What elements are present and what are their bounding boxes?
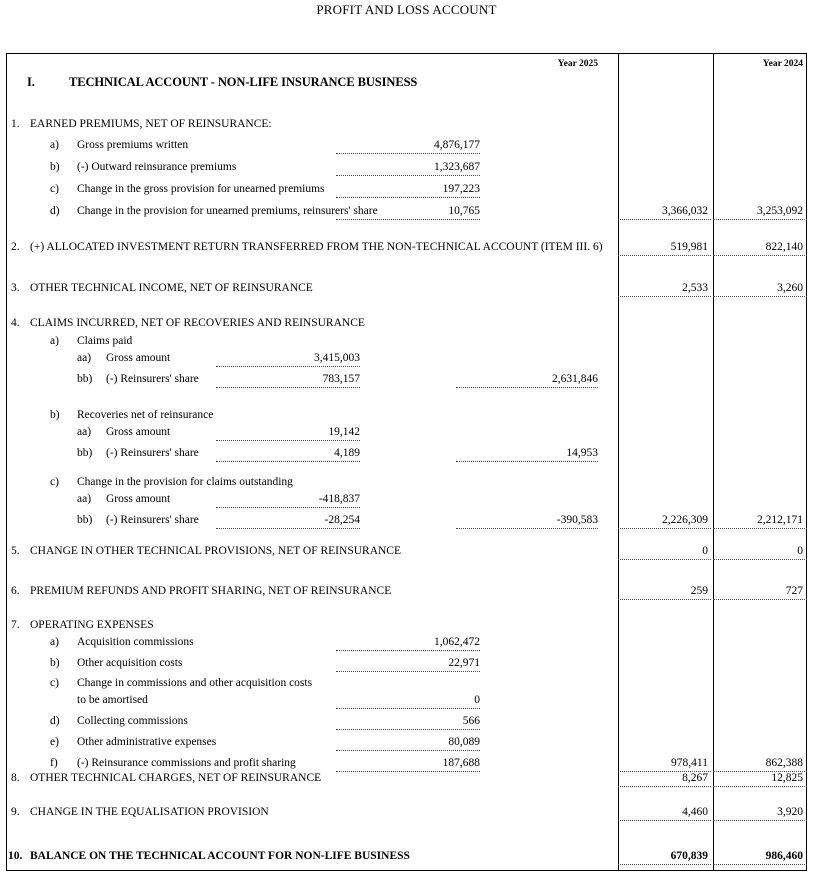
value-underline bbox=[336, 175, 480, 176]
detail-value: -28,254 bbox=[324, 514, 360, 526]
table-row bbox=[6, 115, 807, 133]
total-prior-year: 986,460 bbox=[765, 850, 803, 862]
item-label: BALANCE ON THE TECHNICAL ACCOUNT FOR NON-LIFE BUSINESS bbox=[30, 850, 410, 862]
table-row bbox=[6, 542, 807, 560]
total-underline bbox=[618, 528, 711, 529]
sub-item-marker: c) bbox=[50, 677, 59, 689]
total-current-year: 2,226,309 bbox=[662, 514, 708, 526]
total-prior-year: 12,825 bbox=[771, 772, 803, 784]
sub-item-label-continued: to be amortised bbox=[77, 694, 148, 706]
total-current-year: 259 bbox=[690, 585, 708, 597]
item-label: CLAIMS INCURRED, NET OF RECOVERIES AND REINSURANCE bbox=[30, 317, 365, 329]
total-underline bbox=[713, 255, 807, 256]
statement-body bbox=[6, 53, 807, 871]
item-number: 8. bbox=[11, 772, 20, 784]
sub-item-marker: e) bbox=[50, 736, 59, 748]
sub-sub-item-label: (-) Reinsurers' share bbox=[106, 514, 199, 526]
table-row bbox=[6, 803, 807, 821]
sub-sub-item-label: (-) Reinsurers' share bbox=[106, 447, 199, 459]
detail-value: 80,089 bbox=[448, 736, 480, 748]
total-prior-year: 862,388 bbox=[765, 757, 803, 769]
total-underline bbox=[618, 786, 711, 787]
table-row bbox=[6, 238, 807, 256]
item-label: OTHER TECHNICAL INCOME, NET OF REINSURANCE bbox=[30, 282, 313, 294]
value-underline bbox=[216, 528, 360, 529]
table-row bbox=[6, 490, 807, 508]
table-row bbox=[6, 349, 807, 367]
value-underline bbox=[216, 440, 360, 441]
sub-sub-item-marker: bb) bbox=[77, 447, 93, 459]
value-underline bbox=[336, 729, 480, 730]
total-underline bbox=[713, 786, 807, 787]
total-current-year: 978,411 bbox=[671, 757, 708, 769]
sub-sub-item-label: Gross amount bbox=[106, 426, 171, 438]
total-underline bbox=[618, 559, 711, 560]
detail-value: 22,971 bbox=[448, 657, 480, 669]
sub-item-label: Claims paid bbox=[77, 335, 133, 347]
table-row bbox=[6, 582, 807, 600]
subtotal-underline bbox=[456, 387, 598, 388]
header-year-prior: Year 2024 bbox=[762, 59, 803, 69]
table-row bbox=[6, 654, 807, 672]
value-underline bbox=[336, 671, 480, 672]
table-row bbox=[6, 511, 807, 529]
item-label: (+) ALLOCATED INVESTMENT RETURN TRANSFERRED FROM THE NON-TECHNICAL ACCOUNT (ITEM III. 6) bbox=[30, 241, 603, 253]
detail-value: 4,189 bbox=[334, 447, 360, 459]
table-row bbox=[6, 712, 807, 730]
value-underline bbox=[336, 650, 480, 651]
item-number: 5. bbox=[11, 545, 20, 557]
sub-item-label: Change in commissions and other acquisition costs bbox=[77, 677, 313, 689]
item-number: 1. bbox=[11, 118, 20, 130]
value-underline bbox=[336, 219, 480, 220]
sub-item-marker: b) bbox=[50, 657, 60, 669]
table-row bbox=[6, 674, 807, 692]
table-row bbox=[6, 279, 807, 297]
table-row bbox=[6, 158, 807, 176]
value-underline bbox=[336, 750, 480, 751]
detail-value: 1,062,472 bbox=[434, 636, 480, 648]
total-current-year: 670,839 bbox=[670, 850, 708, 862]
section-heading: TECHNICAL ACCOUNT - NON-LIFE INSURANCE BUSINESS bbox=[69, 75, 418, 89]
detail-value: 0 bbox=[474, 694, 480, 706]
detail-value: 187,688 bbox=[442, 757, 480, 769]
detail-value: 783,157 bbox=[322, 373, 360, 385]
sub-sub-item-label: Gross amount bbox=[106, 352, 171, 364]
sub-item-label: Change in the gross provision for unearned premiums bbox=[77, 183, 325, 195]
total-current-year: 2,533 bbox=[682, 282, 708, 294]
sub-item-marker: c) bbox=[50, 476, 59, 488]
total-current-year: 8,267 bbox=[682, 772, 708, 784]
sub-item-label: Gross premiums written bbox=[77, 139, 189, 151]
detail-value: 566 bbox=[462, 715, 480, 727]
value-underline bbox=[336, 197, 480, 198]
table-row bbox=[6, 406, 807, 424]
detail-value: 197,223 bbox=[442, 183, 480, 195]
item-number: 4. bbox=[11, 317, 20, 329]
detail-value: 1,323,687 bbox=[434, 161, 480, 173]
table-row bbox=[6, 616, 807, 634]
sub-item-marker: a) bbox=[50, 636, 59, 648]
sub-item-marker: d) bbox=[50, 715, 60, 727]
table-row bbox=[6, 633, 807, 651]
block-subtotal: 14,953 bbox=[566, 447, 598, 459]
value-underline bbox=[216, 461, 360, 462]
total-current-year: 4,460 bbox=[682, 806, 708, 818]
sub-item-marker: a) bbox=[50, 335, 59, 347]
item-label: OTHER TECHNICAL CHARGES, NET OF REINSURANCE bbox=[30, 772, 322, 784]
value-underline bbox=[336, 153, 480, 154]
item-number: 9. bbox=[11, 806, 20, 818]
detail-value: -418,837 bbox=[318, 493, 360, 505]
total-prior-year: 3,920 bbox=[777, 806, 803, 818]
total-prior-year: 822,140 bbox=[765, 241, 803, 253]
table-row bbox=[6, 370, 807, 388]
total-prior-year: 2,212,171 bbox=[757, 514, 803, 526]
total-prior-year: 0 bbox=[797, 545, 803, 557]
sub-item-label: Change in the provision for claims outstanding bbox=[77, 476, 293, 488]
total-underline bbox=[618, 864, 711, 865]
table-row bbox=[6, 444, 807, 462]
table-row bbox=[6, 332, 807, 350]
section-roman-numeral: I. bbox=[27, 75, 35, 89]
sub-sub-item-marker: bb) bbox=[77, 514, 93, 526]
total-current-year: 3,366,032 bbox=[662, 205, 708, 217]
sub-item-label: (-) Reinsurance commissions and profit sharing bbox=[77, 757, 296, 769]
subtotal-underline bbox=[456, 528, 598, 529]
table-row bbox=[6, 473, 807, 491]
total-prior-year: 3,253,092 bbox=[757, 205, 803, 217]
detail-value: 19,142 bbox=[328, 426, 360, 438]
item-number: 6. bbox=[11, 585, 20, 597]
sub-item-marker: a) bbox=[50, 139, 59, 151]
sub-item-label: Change in the provision for unearned premiums, reinsurers' share bbox=[77, 205, 378, 217]
total-prior-year: 727 bbox=[785, 585, 803, 597]
sub-item-label: Acquisition commissions bbox=[77, 636, 194, 648]
sub-sub-item-marker: bb) bbox=[77, 373, 93, 385]
table-row bbox=[6, 180, 807, 198]
total-underline bbox=[618, 599, 711, 600]
total-underline bbox=[713, 219, 807, 220]
total-underline bbox=[713, 528, 807, 529]
table-row bbox=[6, 733, 807, 751]
total-current-year: 519,981 bbox=[670, 241, 708, 253]
sub-item-label: Other acquisition costs bbox=[77, 657, 183, 669]
sub-item-marker: c) bbox=[50, 183, 59, 195]
subtotal-underline bbox=[456, 461, 598, 462]
block-subtotal: -390,583 bbox=[556, 514, 598, 526]
detail-value: 3,415,003 bbox=[314, 352, 360, 364]
table-row bbox=[6, 314, 807, 332]
item-label: OPERATING EXPENSES bbox=[30, 619, 154, 631]
sub-sub-item-marker: aa) bbox=[77, 493, 92, 505]
table-row bbox=[6, 769, 807, 787]
item-number: 10. bbox=[8, 850, 23, 862]
value-underline bbox=[216, 366, 360, 367]
value-underline bbox=[216, 507, 360, 508]
total-underline bbox=[618, 296, 711, 297]
total-underline bbox=[713, 559, 807, 560]
sub-item-marker: b) bbox=[50, 161, 60, 173]
item-label: CHANGE IN THE EQUALISATION PROVISION bbox=[30, 806, 269, 818]
table-row bbox=[6, 691, 807, 709]
table-row bbox=[6, 136, 807, 154]
item-label: EARNED PREMIUMS, NET OF REINSURANCE: bbox=[30, 118, 272, 130]
sub-item-label: Other administrative expenses bbox=[77, 736, 217, 748]
total-underline bbox=[713, 599, 807, 600]
item-number: 3. bbox=[11, 282, 20, 294]
item-label: PREMIUM REFUNDS AND PROFIT SHARING, NET OF REINSURANCE bbox=[30, 585, 392, 597]
total-current-year: 0 bbox=[702, 545, 708, 557]
table-row bbox=[6, 847, 807, 865]
page-title: PROFIT AND LOSS ACCOUNT bbox=[316, 2, 497, 17]
total-underline bbox=[713, 820, 807, 821]
sub-item-marker: d) bbox=[50, 205, 60, 217]
detail-value: 10,765 bbox=[448, 205, 480, 217]
sub-sub-item-marker: aa) bbox=[77, 426, 92, 438]
total-underline bbox=[618, 820, 711, 821]
total-underline bbox=[618, 255, 711, 256]
sub-sub-item-marker: aa) bbox=[77, 352, 92, 364]
total-prior-year: 3,260 bbox=[777, 282, 803, 294]
detail-value: 4,876,177 bbox=[434, 139, 480, 151]
total-underline bbox=[713, 296, 807, 297]
sub-item-label: Collecting commissions bbox=[77, 715, 188, 727]
total-underline bbox=[713, 864, 807, 865]
sub-item-marker: f) bbox=[50, 757, 58, 769]
sub-item-marker: b) bbox=[50, 409, 60, 421]
item-label: CHANGE IN OTHER TECHNICAL PROVISIONS, NET OF REINSURANCE bbox=[30, 545, 401, 557]
header-year-current: Year 2025 bbox=[557, 59, 598, 69]
table-row bbox=[6, 202, 807, 220]
item-number: 2. bbox=[11, 241, 20, 253]
sub-item-label: Recoveries net of reinsurance bbox=[77, 409, 214, 421]
table-row bbox=[6, 423, 807, 441]
item-number: 7. bbox=[11, 619, 20, 631]
block-subtotal: 2,631,846 bbox=[552, 373, 598, 385]
total-underline bbox=[618, 219, 711, 220]
sub-sub-item-label: (-) Reinsurers' share bbox=[106, 373, 199, 385]
value-underline bbox=[336, 708, 480, 709]
sub-item-label: (-) Outward reinsurance premiums bbox=[77, 161, 237, 173]
sub-sub-item-label: Gross amount bbox=[106, 493, 171, 505]
value-underline bbox=[216, 387, 360, 388]
